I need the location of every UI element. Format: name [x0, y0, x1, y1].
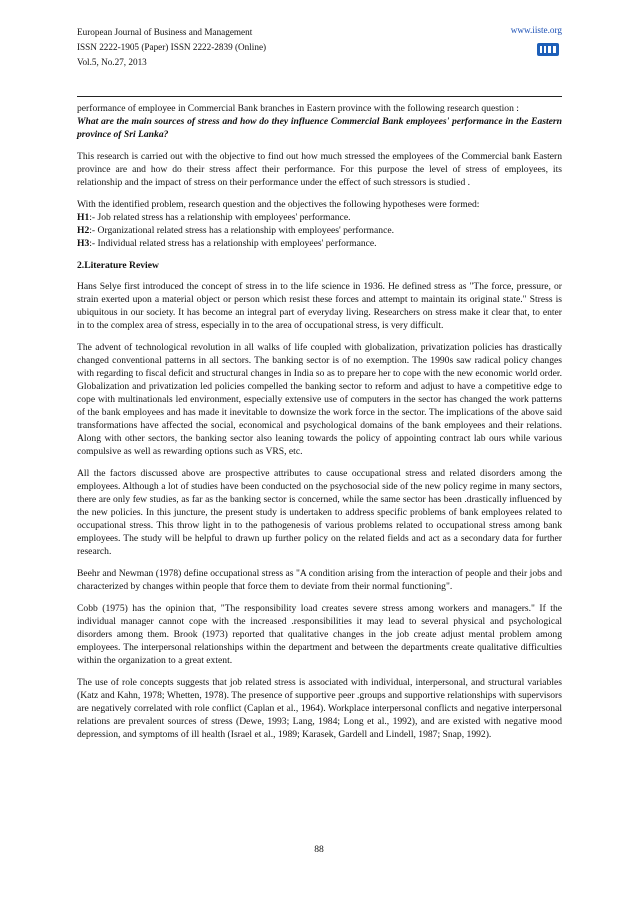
intro-paragraph — [77, 102, 562, 141]
hypothesis-2-text: :- Organizational related stress has a relationship with employees' performance. — [89, 225, 394, 236]
hypothesis-3-label: H3 — [77, 238, 90, 249]
hypothesis-2-label: H2 — [77, 225, 90, 236]
page-number: 88 — [314, 844, 324, 855]
page-header — [77, 25, 562, 85]
paragraph-selye: Hans Selye first introduced the concept of stress in to the life science in 1936. He defined stress as "The force, pressure, or strain exerted upon a material object or person which resist these forces and attempt to maintain its original state." Stress is ubiquitous in our society. It has become an integral part of everyday living. Researchers on stress make it clear that, to enter in to the complex area of stress, especially in to the area of occupational stress, is very difficult. — [77, 281, 562, 331]
paragraph-technological-revolution: The advent of technological revolution in all walks of life coupled with globalization, privatization policies has drastically changed conventional patterns in all sectors. The banking sector is of no exemption. The 1990s saw radical policy changes with regarding to fiscal deficit and structural changes in India so as to prepare her to cope with the new economic world order. Globalization and privatization led policies compelled the banking sector to reform and adjust to have a competitive edge to cope with multinationals led environment, especially extensive use of computers in the sector has changed the work patterns of the bank employees and has made it inevitable to downsize the work force in the sector. The implications of the above said transformations have affected the social, economical and psychological domains of the bank employees and their relations. Along with other sectors, the banking sector also leaning towards the policy of appointing contract lab ours while various compulsive as well as rewarding options such as VRS, etc. — [77, 342, 562, 457]
paragraph-beehr-newman: Beehr and Newman (1978) define occupational stress as "A condition arising from the interaction of people and their jobs and characterized by changes within people that force them to deviate from their normal functioning". — [77, 568, 562, 592]
hypothesis-3-text: :- Individual related stress has a relationship with employees' performance. — [89, 238, 377, 249]
volume-line: Vol.5, No.27, 2013 — [77, 57, 147, 67]
research-question: What are the main sources of stress and how do they influence Commercial Bank employees' performance in the Eastern province of Sri Lanka? — [77, 116, 562, 140]
journal-url-link[interactable]: www.iiste.org — [510, 25, 562, 35]
paragraph-factors: All the factors discussed above are prospective attributes to cause occupational stress and related disorders among the employees. Although a lot of studies have been conducted on the psychosocial side of the new policy regime in many sectors, there are only few studies, as far as the banking sector is concerned, while the same sector has been .drastically influenced by the new policies. In this juncture, the present study is undertaken to address specific problems of bank employees related to occupational stress. This throw light in to the pathogenesis of various problems related to occupational stress among bank employees. The study will be helpful to drawn up further policy on the related fields and act as a secondary data for further research. — [77, 468, 562, 557]
hypothesis-1-text: :- Job related stress has a relationship with employees' performance. — [89, 212, 351, 223]
objective-paragraph: This research is carried out with the objective to find out how much stressed the employees of the Commercial bank Eastern province are and how do their stress affect their performance. For this purpose the level of stress of employees, its relationship and the impact of stress on their performance under the effect of such stressors is studied . — [77, 151, 562, 188]
hypotheses-block — [77, 198, 562, 250]
journal-title: European Journal of Business and Management — [77, 27, 253, 37]
hypotheses-intro: With the identified problem, research question and the objectives the following hypotheses were formed: — [77, 199, 480, 210]
iiste-logo-icon — [535, 40, 561, 59]
header-divider — [77, 96, 562, 97]
hypothesis-1-label: H1 — [77, 212, 90, 223]
main-content — [77, 102, 562, 750]
paragraph-cobb: Cobb (1975) has the opinion that, "The responsibility load creates severe stress among workers and managers." If the individual manager cannot cope with the increased .responsibilities it may lead to several physical and psychological disorders among them. Brook (1973) reported that qualitative changes in the job create adjust mental problem among employees. The interpersonal relationships within the department and between the departments create qualitative difficulties within the organization to a great extent. — [77, 603, 562, 666]
intro-text: performance of employee in Commercial Bank branches in Eastern province with the following research question : — [77, 103, 519, 114]
issn-line: ISSN 2222-1905 (Paper) ISSN 2222-2839 (Online) — [77, 42, 267, 52]
section-heading: 2.Literature Review — [77, 260, 159, 271]
paragraph-role-concepts: The use of role concepts suggests that job related stress is associated with individual, interpersonal, and structural variables (Katz and Kahn, 1978; Whetten, 1978). The presence of supportive peer .groups and supportive relationships with supervisors are negatively correlated with role conflict (Caplan et al., 1964). Workplace interpersonal conflicts and negative interpersonal relations are prevalent sources of stress (Dewe, 1993; Lang, 1984; Long et al., 1992), and are existed with negative mood depression, and symptoms of ill health (Israel et al., 1989; Karasek, Gardell and Lindell, 1987; Snap, 1992). — [77, 677, 562, 740]
